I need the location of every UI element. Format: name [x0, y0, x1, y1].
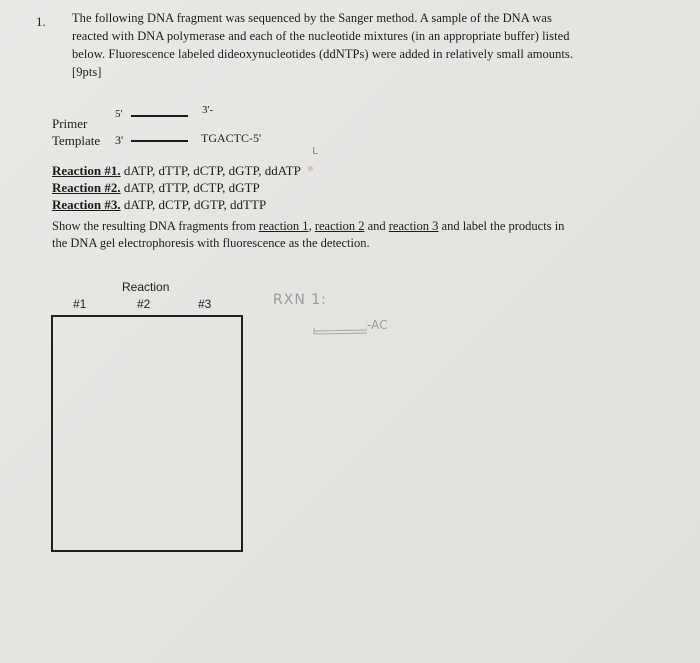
question-text-line-2: reacted with DNA polymerase and each of the nucleotide mixtures (in an appropriate buffer) listed [72, 29, 570, 43]
gel-lane-1-label: #1 [73, 297, 87, 311]
handwritten-product: -AC [367, 318, 388, 332]
question-number: 1. [36, 14, 46, 29]
reaction-3-label: Reaction #3. [52, 197, 121, 212]
gel-lane-3-label: #3 [198, 297, 212, 311]
instruction-and: and [367, 219, 386, 233]
reaction-1 [52, 163, 301, 179]
template-strand-line [131, 140, 188, 142]
pencil-tick-mark: ʟ [312, 143, 319, 157]
template-label: Template [52, 133, 101, 148]
instruction-comma: , [308, 219, 312, 233]
primer-strand-line [131, 115, 188, 117]
primer-3prime-end: 3'- [202, 104, 214, 116]
instruction-line-2: the DNA gel electrophoresis with fluorescence as the detection. [52, 236, 370, 250]
instruction-pre: Show the resulting DNA fragments from [52, 219, 256, 233]
handwritten-band-sketch [313, 325, 368, 336]
gel-lane-2-label: #2 [137, 297, 151, 311]
reaction-3-mix: dATP, dCTP, dGTP, ddTTP [123, 197, 267, 212]
smudge-mark [308, 166, 313, 171]
reaction-1-label: Reaction #1. [52, 163, 121, 178]
instruction-reaction-1: reaction 1 [258, 219, 309, 233]
reaction-3 [52, 197, 266, 213]
gel-answer-box[interactable] [51, 315, 243, 552]
template-sequence: TGACTC-5' [201, 131, 262, 145]
instruction-post: and label the products in [441, 219, 565, 233]
handwritten-rxn-label: RXN 1: [273, 292, 327, 308]
primer-5prime-end: 5' [115, 108, 123, 120]
question-text-line-3: below. Fluorescence labeled dideoxynucleotides (ddNTPs) were added in relatively small amounts. [72, 47, 574, 61]
instruction-reaction-3: reaction 3 [388, 219, 439, 233]
reaction-2-label: Reaction #2. [52, 180, 121, 195]
instruction-line-1 [52, 219, 564, 234]
gel-reaction-title: Reaction [122, 280, 170, 294]
question-text-line-1: The following DNA fragment was sequenced by the Sanger method. A sample of the DNA was [72, 11, 552, 25]
primer-label: Primer [52, 116, 88, 131]
template-3prime-end: 3' [115, 133, 124, 147]
instruction-reaction-2: reaction 2 [314, 219, 365, 233]
reaction-2 [52, 180, 260, 196]
question-points: [9pts] [72, 65, 102, 79]
reaction-1-mix: dATP, dTTP, dCTP, dGTP, ddATP [123, 163, 301, 178]
reaction-2-mix: dATP, dTTP, dCTP, dGTP [123, 180, 260, 195]
